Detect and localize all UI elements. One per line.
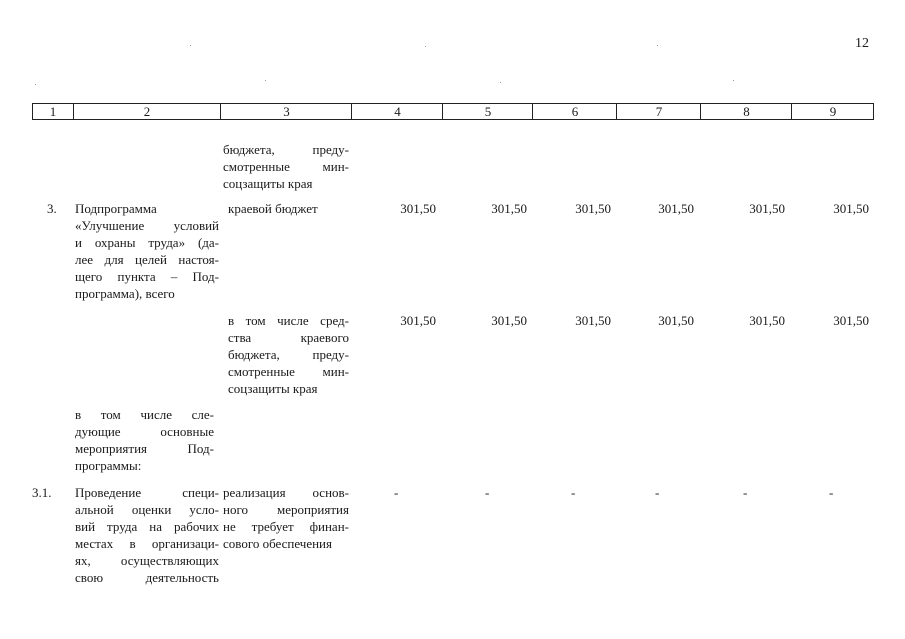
scan-speck [657,45,658,46]
row3-sub-value-col7: 301,50 [658,313,694,328]
text-line: в том числе сред- [228,313,349,328]
text-line: Проведение специ- [75,485,219,500]
row3-value-col7: 301,50 [658,201,694,216]
text-line: смотренные мин- [223,159,349,174]
row3-value-col4: 301,50 [400,201,436,216]
row31-value-col6: - [571,485,576,500]
row3-value-col9: 301,50 [833,201,869,216]
row31-value-col8: - [743,485,748,500]
row3-col3 [228,200,349,217]
row3-sub-col3 [228,312,349,397]
row3-col2 [75,200,219,302]
table-header-row [32,103,874,120]
header-col-7: 7 [616,104,701,119]
including-activities-text [75,406,214,474]
row3-sub-value-col9: 301,50 [833,313,869,328]
row31-col3 [223,484,349,552]
text-line: свою деятельность [75,570,219,585]
text-line: «Улучшение условий [75,218,219,233]
row31-value-col4: - [394,485,399,500]
header-col-2: 2 [73,104,220,119]
text-line: программа), всего [75,286,175,301]
scan-speck [35,84,36,85]
header-col-1: 1 [49,104,57,119]
scan-speck [733,80,734,81]
row-number: 3.1. [32,485,52,500]
text-line: краевой бюджет [228,201,318,216]
text-line: реализация основ- [223,485,349,500]
text-line: смотренные мин- [228,364,349,379]
text-line: альной оценки усло- [75,502,219,517]
text-line: не требует финан- [223,519,349,534]
row3-sub-value-col4: 301,50 [400,313,436,328]
header-col-3: 3 [220,104,352,119]
text-line: дующие основные [75,424,214,439]
header-col-6: 6 [532,104,617,119]
row31-col2 [75,484,219,586]
row3-value-col8: 301,50 [749,201,785,216]
scan-speck [190,45,191,46]
text-line: ях, осуществляющих [75,553,219,568]
text-line: щего пункта – Под- [75,269,219,284]
row3-sub-value-col6: 301,50 [575,313,611,328]
continuation-col3 [223,141,349,192]
header-col-4: 4 [351,104,443,119]
text-line: бюджета, преду- [223,142,349,157]
header-col-8: 8 [700,104,792,119]
row31-value-col9: - [829,485,834,500]
text-line: бюджета, преду- [228,347,349,362]
text-line: Подпрограмма [75,201,157,216]
text-line: лее для целей настоя- [75,252,219,267]
header-col-5: 5 [442,104,533,119]
text-line: соцзащиты края [223,176,313,191]
row31-value-col5: - [485,485,490,500]
row31-value-col7: - [655,485,660,500]
text-line: местах в организаци- [75,536,219,551]
text-line: в том числе сле- [75,407,214,422]
page-number: 12 [855,36,869,51]
scan-speck [425,46,426,47]
row3-sub-value-col5: 301,50 [491,313,527,328]
row3-value-col6: 301,50 [575,201,611,216]
row3-sub-value-col8: 301,50 [749,313,785,328]
text-line: ного мероприятия [223,502,349,517]
row-number: 3. [47,201,57,216]
row3-value-col5: 301,50 [491,201,527,216]
scan-speck [500,82,501,83]
header-col-9: 9 [791,104,874,119]
text-line: мероприятия Под- [75,441,214,456]
text-line: вий труда на рабочих [75,519,219,534]
text-line: программы: [75,458,142,473]
text-line: и охраны труда» (да- [75,235,219,250]
text-line: ства краевого [228,330,349,345]
text-line: соцзащиты края [228,381,318,396]
text-line: сового обеспечения [223,536,332,551]
scan-speck [265,80,266,81]
